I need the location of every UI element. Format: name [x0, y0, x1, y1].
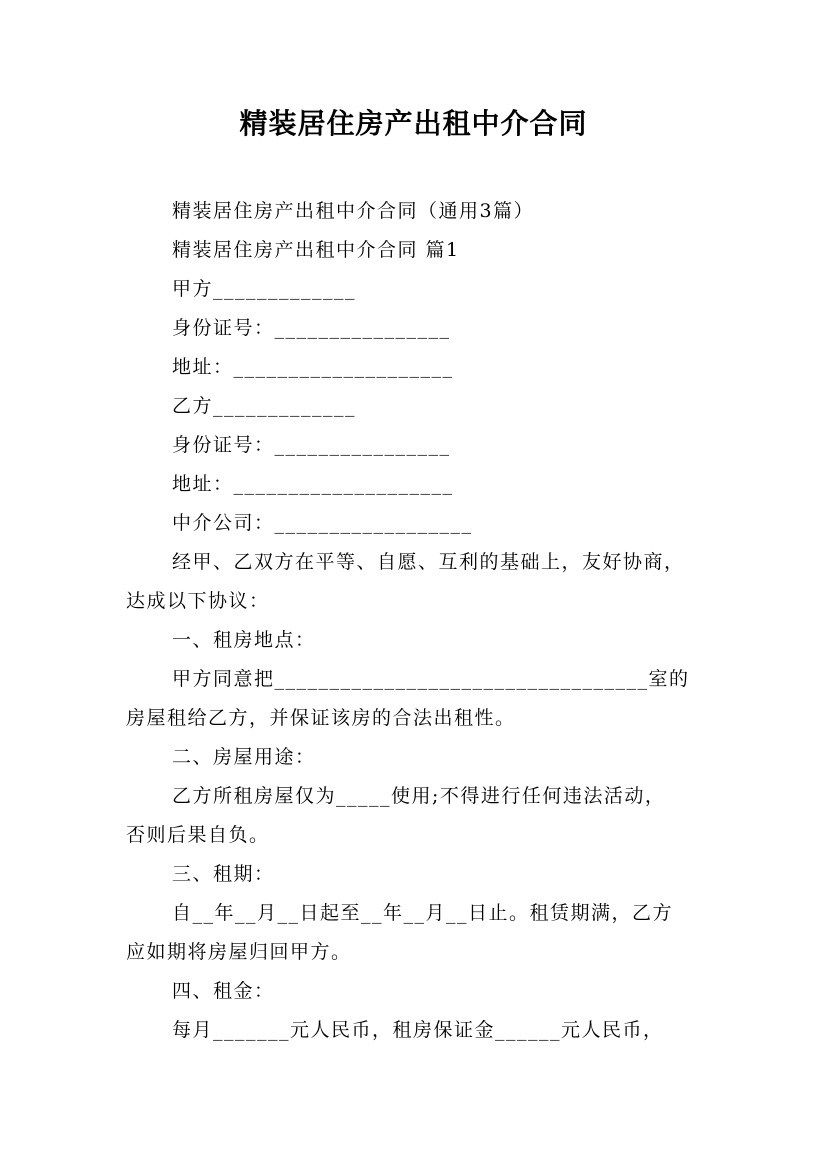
document-title: 精装居住房产出租中介合同: [239, 107, 588, 140]
party-b-id-field: 身份证号：________________: [172, 434, 451, 456]
paragraph-line: 经甲、乙双方在平等、自愿、互利的基础上，友好协商，: [172, 551, 685, 573]
clause-heading: 三、租期：: [172, 863, 275, 885]
party-b-field: 乙方_____________: [172, 395, 357, 417]
clause-heading: 四、租金：: [172, 980, 275, 1002]
paragraph-line: 应如期将房屋归回甲方。: [126, 941, 352, 963]
section-heading: 精装居住房产出租中介合同 篇1: [172, 239, 460, 261]
agency-field: 中介公司：__________________: [172, 512, 473, 534]
paragraph-line: 甲方同意把__________________________________室的: [172, 668, 690, 690]
party-a-address-field: 地址：____________________: [172, 356, 454, 378]
document-subtitle: 精装居住房产出租中介合同（通用3篇）: [172, 200, 535, 222]
paragraph-line: 每月_______元人民币，租房保证金______元人民币，: [172, 1019, 664, 1041]
paragraph-line: 房屋租给乙方，并保证该房的合法出租性。: [126, 707, 516, 729]
paragraph-line: 否则后果自负。: [126, 824, 270, 846]
paragraph-line: 达成以下协议：: [126, 590, 270, 612]
clause-heading: 二、房屋用途：: [172, 746, 316, 768]
paragraph-line: 自__年__月__日起至__年__月__日止。租赁期满，乙方: [172, 902, 674, 924]
paragraph-line: 乙方所租房屋仅为_____使用;不得进行任何违法活动，: [172, 785, 666, 807]
party-a-field: 甲方_____________: [172, 278, 357, 300]
party-b-address-field: 地址：____________________: [172, 473, 454, 495]
party-a-id-field: 身份证号：________________: [172, 317, 451, 339]
clause-heading: 一、租房地点：: [172, 629, 316, 651]
